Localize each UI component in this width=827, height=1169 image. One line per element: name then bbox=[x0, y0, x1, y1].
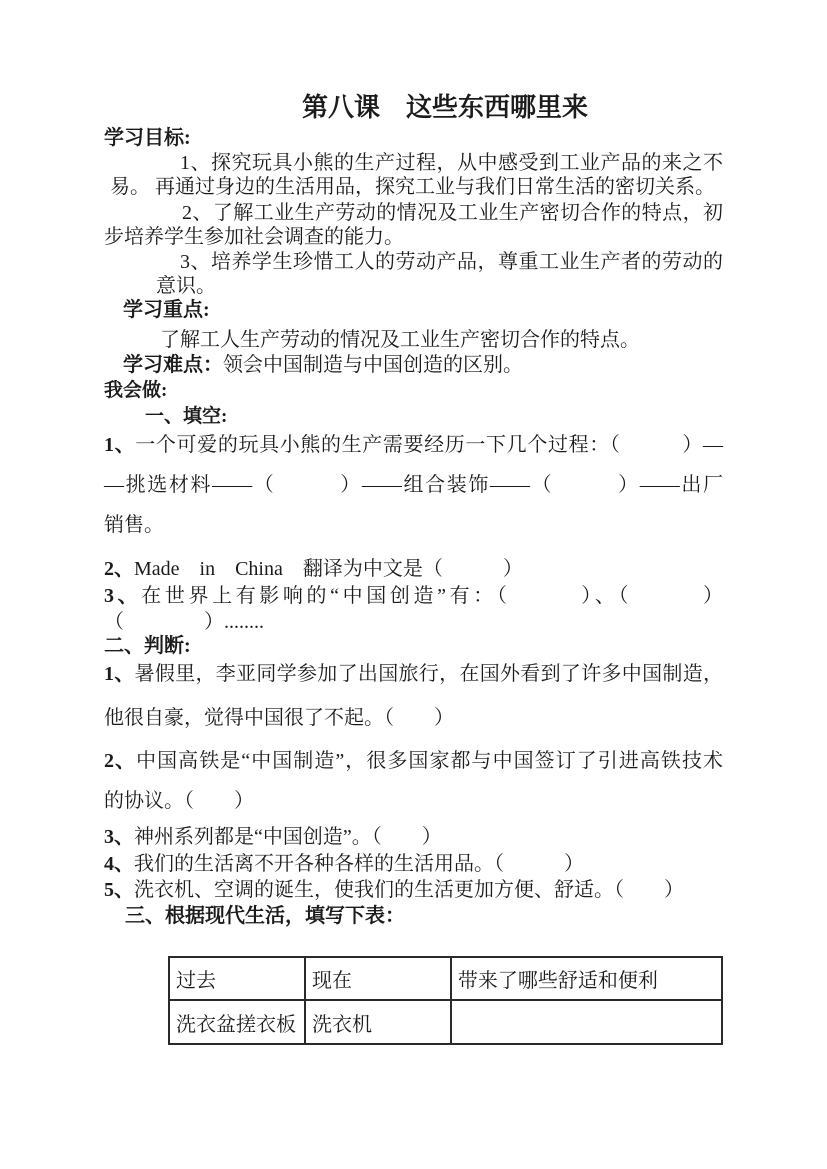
goals-item-3-line-2: 意识。 bbox=[156, 275, 216, 297]
table-header-benefit: 带来了哪些舒适和便利 bbox=[451, 957, 722, 1000]
judge-q1-line-1 bbox=[104, 652, 723, 696]
fill-section-heading: 一、填空: bbox=[145, 406, 228, 427]
difficulty-line bbox=[104, 353, 723, 378]
practice-heading: 我会做: bbox=[104, 380, 168, 401]
judge-q2-line-1 bbox=[104, 741, 723, 781]
table-row bbox=[169, 1000, 722, 1044]
judge-q2-number: 2、 bbox=[104, 750, 137, 772]
judge-q1-line-1-text: 暑假里，李亚同学参加了出国旅行，在国外看到了许多中国制造， bbox=[134, 663, 724, 685]
table-header-present: 现在 bbox=[305, 957, 451, 1000]
doc-title: 第八课 这些东西哪里来 bbox=[302, 93, 589, 122]
judge-q4-number: 4、 bbox=[104, 853, 134, 875]
modern-life-table bbox=[168, 956, 723, 1045]
goals-item-2-line-2: 步培养学生参加社会调查的能力。 bbox=[104, 226, 404, 248]
judge-q5-number: 5、 bbox=[104, 879, 134, 901]
table-header-past: 过去 bbox=[169, 957, 305, 1000]
focus-body: 了解工人生产劳动的情况及工业生产密切合作的特点。 bbox=[160, 329, 640, 351]
fill-q3-line-1-text: 在世界上有影响的“中国创造”有：（ ）、（ ） bbox=[141, 585, 723, 607]
judge-q1-line-2: 他很自豪，觉得中国很了不起。（ ） bbox=[104, 707, 454, 729]
fill-q1-line-3: 销售。 bbox=[104, 514, 164, 536]
fill-q1-line-1-text: 一个可爱的玩具小熊的生产需要经历一下几个过程：（ ）— bbox=[135, 434, 724, 456]
goals-item-3-line-1: 3、培养学生珍惜工人的劳动产品，尊重工业生产者的劳动的 bbox=[180, 251, 723, 273]
fill-q3-line-2: （ ）........ bbox=[104, 611, 264, 633]
fill-q3-number: 3、 bbox=[104, 585, 142, 607]
goals-item-1-line-1: 1、探究玩具小熊的生产过程，从中感受到工业产品的来之不 bbox=[180, 152, 723, 174]
judge-q1-number: 1、 bbox=[104, 663, 135, 685]
focus-heading: 学习重点: bbox=[123, 299, 210, 321]
judge-q2-line-2: 的协议。（ ） bbox=[104, 790, 254, 812]
table-cell-past: 洗衣盆搓衣板 bbox=[169, 1000, 305, 1044]
difficulty-body: 领会中国制造与中国创造的区别。 bbox=[223, 354, 523, 376]
judge-q3-text: 神州系列都是“中国创造”。（ ） bbox=[134, 826, 442, 848]
goals-item-1-line-2: 易。 再通过身边的生活用品，探究工业与我们日常生活的密切关系。 bbox=[110, 176, 715, 198]
fill-q1-line-1 bbox=[104, 425, 723, 465]
fill-q2-number: 2、 bbox=[104, 558, 134, 580]
difficulty-heading: 学习难点： bbox=[123, 354, 223, 376]
judge-q3-number: 3、 bbox=[104, 826, 134, 848]
goals-item-2-line-1: 2、了解工业生产劳动的情况及工业生产密切合作的特点，初 bbox=[182, 202, 723, 224]
fill-q2-text: Made in China 翻译为中文是（ ） bbox=[134, 558, 523, 580]
fill-q2-line bbox=[104, 556, 723, 582]
fill-q1-line-2: —挑选材料——（ ）——组合装饰——（ ）——出厂 bbox=[104, 474, 723, 496]
judge-section-heading: 二、判断: bbox=[104, 635, 191, 657]
table-cell-present: 洗衣机 bbox=[305, 1000, 451, 1044]
judge-q4-line bbox=[104, 851, 723, 877]
table-section-heading: 三、根据现代生活，填写下表： bbox=[125, 905, 405, 927]
goals-heading: 学习目标: bbox=[104, 127, 191, 149]
judge-q5-line bbox=[104, 877, 723, 903]
table-cell-benefit-empty bbox=[451, 1000, 722, 1044]
judge-q3-line bbox=[104, 824, 723, 851]
judge-q4-text: 我们的生活离不开各种各样的生活用品。（ ） bbox=[134, 853, 584, 875]
judge-q5-text: 洗衣机、空调的诞生，使我们的生活更加方便、舒适。（ ） bbox=[134, 879, 684, 901]
table-header-row bbox=[169, 957, 722, 1000]
fill-q1-number: 1、 bbox=[104, 434, 136, 456]
fill-q3-line-1 bbox=[104, 583, 723, 609]
judge-q2-line-1-text: 中国高铁是“中国制造”，很多国家都与中国签订了引进高铁技术 bbox=[136, 750, 723, 772]
